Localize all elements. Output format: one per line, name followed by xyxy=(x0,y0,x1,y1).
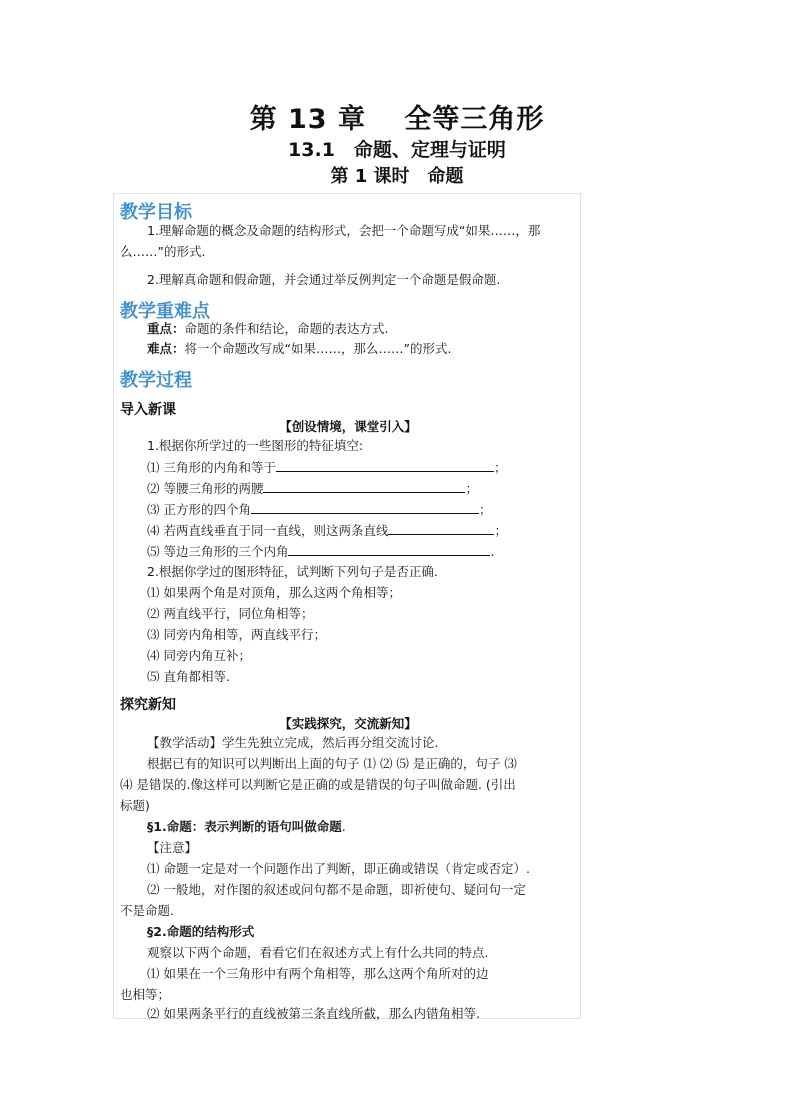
explore-subheading: 【实践探究，交流新知】 xyxy=(279,716,417,731)
section-title: 13.1 命题、定理与证明 xyxy=(288,139,506,161)
statement-3: ⑶ 同旁内角相等，两直线平行； xyxy=(147,627,326,642)
fill-item-3-end: ； xyxy=(478,502,492,517)
intro-heading: 导入新课 xyxy=(120,402,176,418)
answer-blank xyxy=(263,480,465,493)
key-point-label: 重点： xyxy=(147,321,185,336)
fill-item-1-end: ； xyxy=(493,460,507,475)
fill-item-1 xyxy=(147,459,507,475)
statement-4: ⑷ 同旁内角互补； xyxy=(147,648,251,663)
definition-2: §2.命题的结构形式 xyxy=(147,924,255,939)
objective-1-line-1: 1.理解命题的概念及命题的结构形式，会把一个命题写成“如果……，那 xyxy=(147,223,541,238)
fill-item-1-text: ⑴ 三角形的内角和等于 xyxy=(147,460,276,475)
objective-1-line-2: 么……”的形式. xyxy=(120,244,206,259)
hard-point-text: 将一个命题改写成“如果……，那么……”的形式. xyxy=(184,341,452,356)
lesson-title: 第 1 课时 命题 xyxy=(330,166,464,187)
intro-subheading: 【创设情境，课堂引入】 xyxy=(279,419,417,434)
note-1: ⑴ 命题一定是对一个问题作出了判断，即正确或错误（肯定或否定）. xyxy=(147,861,530,876)
fill-item-2-text: ⑵ 等腰三角形的两腰 xyxy=(147,481,264,496)
fill-item-5-text: ⑸ 等边三角形的三个内角 xyxy=(147,544,289,559)
example-1-line-1: ⑴ 如果在一个三角形中有两个角相等，那么这两个角所对的边 xyxy=(147,966,489,981)
paragraph-line-3: 标题) xyxy=(120,798,150,813)
fill-item-5 xyxy=(147,543,494,559)
fill-item-4-text: ⑷ 若两直线垂直于同一直线，则这两条直线 xyxy=(147,523,389,538)
lesson-content-box xyxy=(113,193,581,1019)
example-1-line-2: 也相等； xyxy=(120,987,171,1002)
definition-1 xyxy=(147,819,346,834)
fill-item-5-end: . xyxy=(490,544,495,559)
statement-1: ⑴ 如果两个角是对顶角，那么这两个角相等； xyxy=(147,585,401,600)
fill-item-4 xyxy=(147,522,507,538)
objective-2: 2.理解真命题和假命题，并会通过举反例判定一个命题是假命题. xyxy=(147,272,501,287)
paragraph-line-1: 根据已有的知识可以判断出上面的句子 ⑴ ⑵ ⑸ 是正确的，句子 ⑶ xyxy=(147,756,517,771)
fill-item-4-end: ； xyxy=(494,523,507,538)
objectives-heading: 教学目标 xyxy=(120,202,192,223)
key-point xyxy=(147,321,389,336)
statement-2: ⑵ 两直线平行，同位角相等； xyxy=(147,606,314,621)
answer-blank xyxy=(288,543,490,556)
fill-item-3 xyxy=(147,501,492,517)
teaching-activity: 【教学活动】学生先独立完成，然后再分组交流讨论. xyxy=(147,735,439,750)
fill-item-2-end: ； xyxy=(465,481,478,496)
question-1: 1.根据你所学过的一些图形的特征填空: xyxy=(147,438,364,453)
hard-point xyxy=(147,341,451,356)
definition-1-text: §1.命题：表示判断的语句叫做命题 xyxy=(147,819,342,834)
question-2: 2.根据你学过的图形特征，试判断下列句子是否正确. xyxy=(147,564,438,579)
answer-blank xyxy=(388,522,494,535)
fill-item-3-text: ⑶ 正方形的四个角 xyxy=(147,502,251,517)
statement-5: ⑸ 直角都相等. xyxy=(147,669,230,684)
observe-text: 观察以下两个命题，看看它们在叙述方式上有什么共同的特点. xyxy=(147,945,489,960)
chapter-title: 第 13 章 全等三角形 xyxy=(249,104,545,135)
definition-1-end: . xyxy=(341,819,346,834)
example-2: ⑵ 如果两条平行的直线被第三条直线所截，那么内错角相等. xyxy=(147,1006,480,1021)
difficulties-heading: 教学重难点 xyxy=(120,301,210,322)
explore-heading: 探究新知 xyxy=(120,697,176,713)
answer-blank xyxy=(276,459,494,472)
paragraph-line-2: ⑷ 是错误的.像这样可以判断它是正确的或是错误的句子叫做命题. (引出 xyxy=(120,777,516,792)
hard-point-label: 难点： xyxy=(147,341,185,356)
note-2-line-1: ⑵ 一般地，对作图的叙述或问句都不是命题，即祈使句、疑问句一定 xyxy=(147,882,526,897)
fill-item-2 xyxy=(147,480,478,496)
answer-blank xyxy=(251,501,479,514)
key-point-text: 命题的条件和结论，命题的表达方式. xyxy=(184,321,389,336)
note-2-line-2: 不是命题. xyxy=(120,903,174,918)
note-label: 【注意】 xyxy=(147,840,198,855)
process-heading: 教学过程 xyxy=(120,370,192,391)
